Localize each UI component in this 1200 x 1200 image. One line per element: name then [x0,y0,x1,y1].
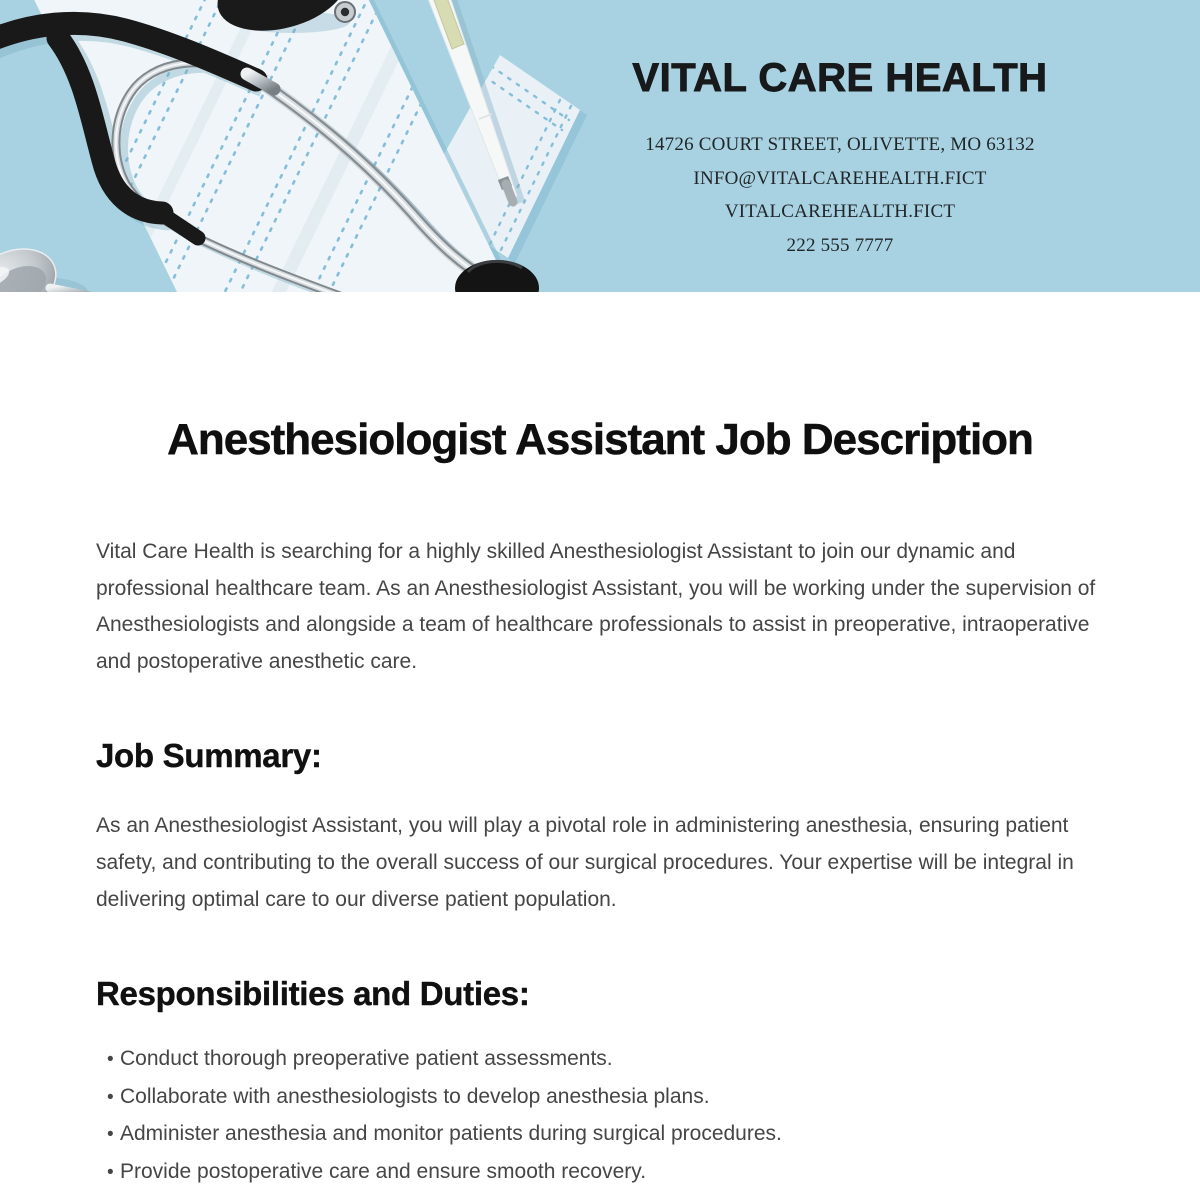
duties-list [96,1040,1104,1190]
header-banner [0,0,1200,292]
header-contact-block [560,54,1120,262]
company-name: VITAL CARE HEALTH [632,56,1048,100]
intro-paragraph: Vital Care Health is searching for a highly skilled Anesthesiologist Assistant to join our dynamic and professional healthcare team. As an Anesthesiologist Assistant, you will be working under the supervision of Anesthesiologists and alongside a team of healthcare professionals to assist in preoperative, intraoperative and postoperative anesthetic care. [96,540,1096,673]
company-website: VITALCAREHEALTH.FICT [724,201,956,222]
list-item: • Collaborate with anesthesiologists to develop anesthesia plans. [96,1078,1104,1116]
document-body [0,416,1200,1190]
list-item: • Conduct thorough preoperative patient assessments. [96,1040,1104,1078]
job-summary-paragraph: As an Anesthesiologist Assistant, you will play a pivotal role in administering anesthesia, ensuring patient safety, and contributing to the overall success of our surgical procedures. Your expertise will be integral in delivering optimal care to our diverse patient population. [96,814,1074,911]
section-heading-responsibilities: Responsibilities and Duties: [96,975,530,1013]
list-item: • Provide postoperative care and ensure smooth recovery. [96,1153,1104,1191]
page-title: Anesthesiologist Assistant Job Description [167,415,1033,464]
company-address: 14726 COURT STREET, OLIVETTE, MO 63132 [645,134,1035,155]
company-email: INFO@VITALCAREHEALTH.FICT [693,167,987,189]
list-item: • Administer anesthesia and monitor patients during surgical procedures. [96,1115,1104,1153]
company-phone: 222 555 7777 [786,234,894,256]
section-heading-job-summary: Job Summary: [96,737,322,775]
